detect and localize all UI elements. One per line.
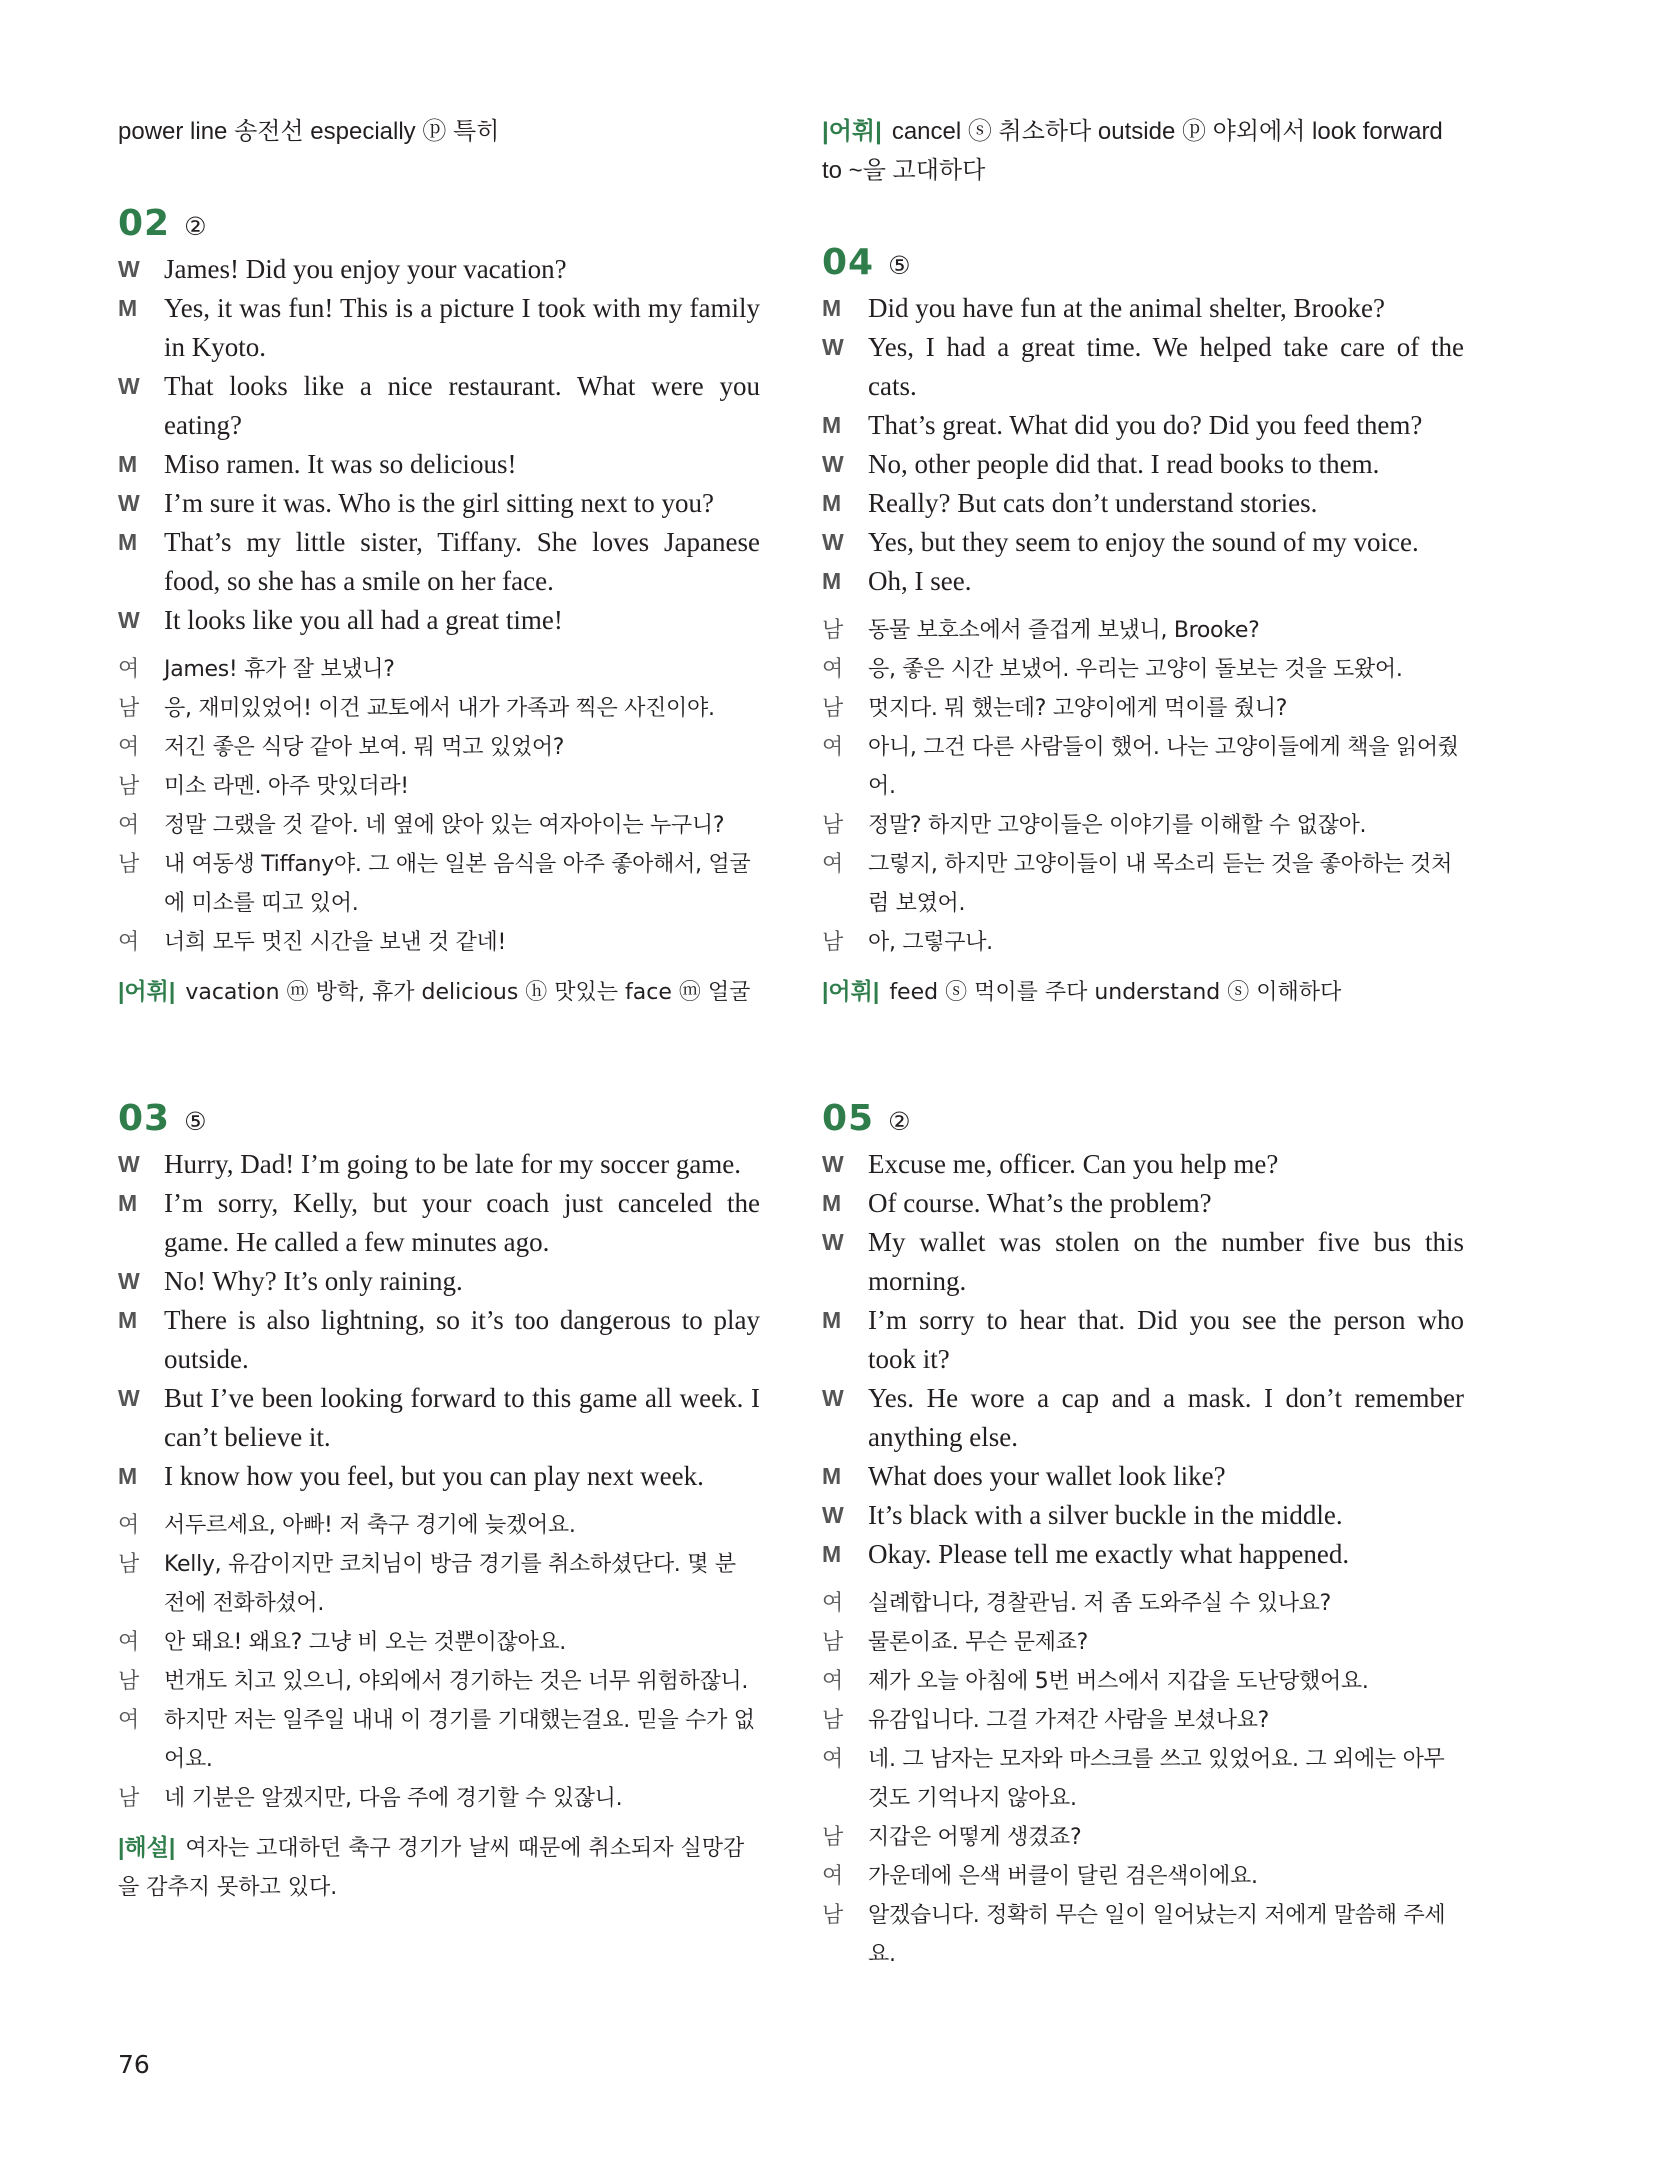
- dialogue-text: Really? But cats don’t understand stories.: [868, 488, 1318, 518]
- speaker-label: 여: [118, 1630, 140, 1655]
- dialogue-text: That’s my little sister, Tiffany. She loves Japanese food, so she has a smile on her face.: [164, 527, 760, 596]
- speaker-label: 남: [118, 1669, 140, 1694]
- dialogue-line: [118, 845, 760, 923]
- note-tag: |해설|: [118, 1834, 176, 1860]
- dialogue-line: [822, 1145, 1464, 1184]
- speaker-label: W: [822, 1385, 844, 1411]
- speaker-label: W: [118, 607, 140, 633]
- speaker-label: 여: [822, 1747, 844, 1772]
- speaker-label: M: [118, 451, 138, 477]
- section-number: 05: [822, 1098, 875, 1139]
- right-column: [822, 112, 1464, 1974]
- speaker-label: 여: [118, 930, 140, 955]
- dialogue-line: [822, 484, 1464, 523]
- speaker-label: M: [822, 1541, 842, 1567]
- dialogue-text: Yes. He wore a cap and a mask. I don’t remember anything else.: [868, 1383, 1464, 1452]
- dialogue-text: 네 기분은 알겠지만, 다음 주에 경기할 수 있잖니.: [164, 1786, 623, 1811]
- top-left-vocab: power line 송전선 especially ⓟ 특히: [118, 118, 500, 145]
- dialogue-line: [822, 1457, 1464, 1496]
- dialogue-line: [118, 445, 760, 484]
- note-text: vacation ⓜ 방학, 휴가 delicious ⓗ 맛있는 face ⓜ 얼굴: [185, 980, 751, 1005]
- note-tag: |어휘|: [822, 978, 880, 1004]
- dialogue-line: [822, 806, 1464, 845]
- dialogue-line: [822, 611, 1464, 650]
- dialogue-line: [822, 445, 1464, 484]
- speaker-label: W: [118, 1385, 140, 1411]
- dialogue-line: [822, 562, 1464, 601]
- vocab-text: cancel ⓢ 취소하다 outside ⓟ 야외에서 look forward to ~을 고대하다: [822, 118, 1443, 184]
- dialogue-text: 하지만 저는 일주일 내내 이 경기를 기대했는걸요. 믿을 수가 없어요.: [164, 1708, 755, 1772]
- dialogue-text: Yes, but they seem to enjoy the sound of my voice.: [868, 527, 1419, 557]
- dialogue-line: [118, 806, 760, 845]
- dialogue-text: But I’ve been looking forward to this game all week. I can’t believe it.: [164, 1383, 760, 1452]
- dialogue-line: [118, 923, 760, 962]
- korean-dialogue: [118, 650, 760, 962]
- dialogue-text: I’m sorry to hear that. Did you see the person who took it?: [868, 1305, 1464, 1374]
- dialogue-line: [822, 1301, 1464, 1379]
- note-text: feed ⓢ 먹이를 주다 understand ⓢ 이해하다: [889, 980, 1342, 1005]
- dialogue-line: [118, 1184, 760, 1262]
- speaker-label: M: [822, 490, 842, 516]
- dialogue-text: 멋지다. 뭐 했는데? 고양이에게 먹이를 줬니?: [868, 696, 1288, 721]
- speaker-label: 여: [822, 1591, 844, 1616]
- speaker-label: W: [822, 451, 844, 477]
- speaker-label: 여: [118, 735, 140, 760]
- dialogue-text: What does your wallet look like?: [868, 1461, 1226, 1491]
- speaker-label: W: [118, 1151, 140, 1177]
- dialogue-line: [118, 1662, 760, 1701]
- speaker-label: W: [822, 1151, 844, 1177]
- dialogue-line: [822, 923, 1464, 962]
- speaker-label: 남: [118, 696, 140, 721]
- speaker-label: M: [822, 568, 842, 594]
- speaker-label: W: [822, 1229, 844, 1255]
- section-header: [118, 203, 760, 244]
- dialogue-text: 제가 오늘 아침에 5번 버스에서 지갑을 도난당했어요.: [868, 1669, 1369, 1694]
- speaker-label: M: [118, 1307, 138, 1333]
- dialogue-line: [118, 1545, 760, 1623]
- speaker-label: 남: [822, 1825, 844, 1850]
- dialogue-line: [822, 1623, 1464, 1662]
- section-answer: ②: [888, 1107, 911, 1136]
- dialogue-text: Miso ramen. It was so delicious!: [164, 449, 517, 479]
- dialogue-line: [822, 650, 1464, 689]
- dialogue-line: [822, 689, 1464, 728]
- speaker-label: M: [822, 412, 842, 438]
- speaker-label: 여: [822, 657, 844, 682]
- dialogue-text: 아니, 그건 다른 사람들이 했어. 나는 고양이들에게 책을 읽어줬어.: [868, 735, 1459, 799]
- top-right-vocab: [822, 112, 1464, 190]
- dialogue-text: Hurry, Dad! I’m going to be late for my soccer game.: [164, 1149, 742, 1179]
- dialogue-text: 너희 모두 멋진 시간을 보낸 것 같네!: [164, 930, 507, 955]
- dialogue-text: That looks like a nice restaurant. What were you eating?: [164, 371, 760, 440]
- dialogue-line: [822, 845, 1464, 923]
- note-tag: |어휘|: [118, 978, 176, 1004]
- english-dialogue: [118, 250, 760, 640]
- dialogue-text: I’m sure it was. Who is the girl sitting next to you?: [164, 488, 714, 518]
- dialogue-line: [822, 1535, 1464, 1574]
- speaker-label: 남: [118, 774, 140, 799]
- dialogue-line: [118, 650, 760, 689]
- left-column: [118, 112, 760, 1907]
- dialogue-text: 정말? 하지만 고양이들은 이야기를 이해할 수 없잖아.: [868, 813, 1367, 838]
- speaker-label: M: [822, 1307, 842, 1333]
- dialogue-text: No! Why? It’s only raining.: [164, 1266, 463, 1296]
- dialogue-line: [822, 289, 1464, 328]
- section-answer: ②: [184, 212, 207, 241]
- korean-dialogue: [822, 611, 1464, 962]
- speaker-label: M: [118, 529, 138, 555]
- dialogue-line: [118, 728, 760, 767]
- section-number: 04: [822, 242, 875, 283]
- speaker-label: W: [822, 1502, 844, 1528]
- dialogue-text: 알겠습니다. 정확히 무슨 일이 일어났는지 저에게 말씀해 주세요.: [868, 1903, 1446, 1967]
- dialogue-line: [118, 1779, 760, 1818]
- speaker-label: 여: [822, 1669, 844, 1694]
- speaker-label: 남: [822, 696, 844, 721]
- speaker-label: 남: [118, 852, 140, 877]
- dialogue-text: 네. 그 남자는 모자와 마스크를 쓰고 있었어요. 그 외에는 아무것도 기억나지 않아요.: [868, 1747, 1445, 1811]
- dialogue-text: 응, 좋은 시간 보냈어. 우리는 고양이 돌보는 것을 도왔어.: [868, 657, 1403, 682]
- dialogue-text: 안 돼요! 왜요? 그냥 비 오는 것뿐이잖아요.: [164, 1630, 566, 1655]
- dialogue-text: Yes, it was fun! This is a picture I took with my family in Kyoto.: [164, 293, 760, 362]
- speaker-label: 남: [822, 1630, 844, 1655]
- speaker-label: 남: [118, 1552, 140, 1577]
- section-04: [822, 242, 1464, 1012]
- dialogue-text: 번개도 치고 있으니, 야외에서 경기하는 것은 너무 위험하잖니.: [164, 1669, 749, 1694]
- speaker-label: W: [118, 373, 140, 399]
- dialogue-text: 미소 라멘. 아주 맛있더라!: [164, 774, 409, 799]
- dialogue-line: [118, 1145, 760, 1184]
- speaker-label: 남: [822, 813, 844, 838]
- speaker-label: 여: [822, 735, 844, 760]
- dialogue-line: [118, 1701, 760, 1779]
- speaker-label: 남: [822, 930, 844, 955]
- speaker-label: M: [118, 295, 138, 321]
- dialogue-text: 서두르세요, 아빠! 저 축구 경기에 늦겠어요.: [164, 1513, 576, 1538]
- section-05: [822, 1098, 1464, 1974]
- dialogue-line: [822, 1223, 1464, 1301]
- dialogue-line: [822, 728, 1464, 806]
- section-03: [118, 1098, 760, 1907]
- speaker-label: 여: [118, 1513, 140, 1538]
- dialogue-line: [118, 289, 760, 367]
- speaker-label: W: [822, 334, 844, 360]
- dialogue-text: James! Did you enjoy your vacation?: [164, 254, 567, 284]
- section-02: [118, 203, 760, 1012]
- note-text: 여자는 고대하던 축구 경기가 날씨 때문에 취소되자 실망감을 감추지 못하고 있다.: [118, 1836, 745, 1900]
- speaker-label: 남: [822, 1708, 844, 1733]
- dialogue-line: [822, 523, 1464, 562]
- dialogue-line: [118, 1623, 760, 1662]
- dialogue-line: [822, 1896, 1464, 1974]
- section-header: [822, 242, 1464, 283]
- explanation-note: [118, 1828, 760, 1907]
- vocab-note: [822, 972, 1464, 1012]
- dialogue-line: [118, 1506, 760, 1545]
- speaker-label: M: [118, 1190, 138, 1216]
- speaker-label: W: [118, 490, 140, 516]
- dialogue-text: 정말 그랬을 것 같아. 네 옆에 앉아 있는 여자아이는 누구니?: [164, 813, 725, 838]
- dialogue-line: [118, 689, 760, 728]
- dialogue-text: Did you have fun at the animal shelter, Brooke?: [868, 293, 1386, 323]
- section-header: [118, 1098, 760, 1139]
- dialogue-text: 그렇지, 하지만 고양이들이 내 목소리 듣는 것을 좋아하는 것처럼 보였어.: [868, 852, 1453, 916]
- dialogue-text: Kelly, 유감이지만 코치님이 방금 경기를 취소하셨단다. 몇 분 전에 전화하셨어.: [164, 1552, 736, 1616]
- speaker-label: 남: [822, 1903, 844, 1928]
- speaker-label: W: [822, 529, 844, 555]
- english-dialogue: [822, 289, 1464, 601]
- dialogue-text: 물론이죠. 무슨 문제죠?: [868, 1630, 1089, 1655]
- vocab-tag: |어휘|: [822, 118, 882, 145]
- dialogue-text: 저긴 좋은 식당 같아 보여. 뭐 먹고 있었어?: [164, 735, 565, 760]
- dialogue-text: I’m sorry, Kelly, but your coach just canceled the game. He called a few minutes ago.: [164, 1188, 760, 1257]
- dialogue-line: [118, 484, 760, 523]
- dialogue-text: It looks like you all had a great time!: [164, 605, 563, 635]
- english-dialogue: [822, 1145, 1464, 1574]
- dialogue-text: Oh, I see.: [868, 566, 972, 596]
- dialogue-text: Yes, I had a great time. We helped take care of the cats.: [868, 332, 1464, 401]
- dialogue-line: [822, 1818, 1464, 1857]
- dialogue-line: [822, 1662, 1464, 1701]
- dialogue-line: [118, 250, 760, 289]
- dialogue-line: [118, 1301, 760, 1379]
- dialogue-text: 실례합니다, 경찰관님. 저 좀 도와주실 수 있나요?: [868, 1591, 1332, 1616]
- dialogue-text: It’s black with a silver buckle in the middle.: [868, 1500, 1343, 1530]
- speaker-label: M: [822, 1463, 842, 1489]
- dialogue-line: [822, 1184, 1464, 1223]
- speaker-label: W: [118, 256, 140, 282]
- korean-dialogue: [822, 1584, 1464, 1974]
- dialogue-text: 지갑은 어떻게 생겼죠?: [868, 1825, 1082, 1850]
- section-answer: ⑤: [184, 1107, 207, 1136]
- dialogue-line: [822, 1584, 1464, 1623]
- dialogue-text: 응, 재미있었어! 이건 교토에서 내가 가족과 찍은 사진이야.: [164, 696, 715, 721]
- dialogue-text: James! 휴가 잘 보냈니?: [164, 657, 395, 682]
- speaker-label: M: [822, 1190, 842, 1216]
- dialogue-line: [118, 767, 760, 806]
- speaker-label: 여: [822, 1864, 844, 1889]
- speaker-label: M: [118, 1463, 138, 1489]
- dialogue-line: [822, 1857, 1464, 1896]
- dialogue-text: Of course. What’s the problem?: [868, 1188, 1212, 1218]
- dialogue-text: I know how you feel, but you can play next week.: [164, 1461, 704, 1491]
- dialogue-text: My wallet was stolen on the number five bus this morning.: [868, 1227, 1464, 1296]
- dialogue-line: [118, 601, 760, 640]
- speaker-label: 여: [118, 1708, 140, 1733]
- dialogue-text: 아, 그렇구나.: [868, 930, 993, 955]
- dialogue-line: [822, 328, 1464, 406]
- vocab-note: [118, 972, 760, 1012]
- dialogue-line: [118, 523, 760, 601]
- dialogue-line: [118, 1262, 760, 1301]
- speaker-label: 남: [822, 618, 844, 643]
- dialogue-text: 동물 보호소에서 즐겁게 보냈니, Brooke?: [868, 618, 1260, 643]
- speaker-label: M: [822, 295, 842, 321]
- speaker-label: 여: [118, 657, 140, 682]
- dialogue-line: [822, 1379, 1464, 1457]
- page-number: 76: [118, 2050, 150, 2079]
- dialogue-line: [118, 367, 760, 445]
- korean-dialogue: [118, 1506, 760, 1818]
- dialogue-text: Okay. Please tell me exactly what happened.: [868, 1539, 1350, 1569]
- dialogue-text: Excuse me, officer. Can you help me?: [868, 1149, 1279, 1179]
- section-number: 02: [118, 203, 171, 244]
- dialogue-line: [822, 1701, 1464, 1740]
- dialogue-text: There is also lightning, so it’s too dangerous to play outside.: [164, 1305, 760, 1374]
- dialogue-text: 내 여동생 Tiffany야. 그 애는 일본 음식을 아주 좋아해서, 얼굴에 미소를 띠고 있어.: [164, 852, 751, 916]
- dialogue-text: 가운데에 은색 버클이 달린 검은색이에요.: [868, 1864, 1258, 1889]
- section-number: 03: [118, 1098, 171, 1139]
- speaker-label: 여: [118, 813, 140, 838]
- speaker-label: W: [118, 1268, 140, 1294]
- dialogue-text: That’s great. What did you do? Did you feed them?: [868, 410, 1423, 440]
- section-header: [822, 1098, 1464, 1139]
- speaker-label: 남: [118, 1786, 140, 1811]
- dialogue-line: [118, 1379, 760, 1457]
- speaker-label: 여: [822, 852, 844, 877]
- english-dialogue: [118, 1145, 760, 1496]
- dialogue-text: 유감입니다. 그걸 가져간 사람을 보셨나요?: [868, 1708, 1270, 1733]
- dialogue-line: [822, 406, 1464, 445]
- section-answer: ⑤: [888, 251, 911, 280]
- dialogue-text: No, other people did that. I read books to them.: [868, 449, 1380, 479]
- dialogue-line: [822, 1496, 1464, 1535]
- dialogue-line: [118, 1457, 760, 1496]
- dialogue-line: [822, 1740, 1464, 1818]
